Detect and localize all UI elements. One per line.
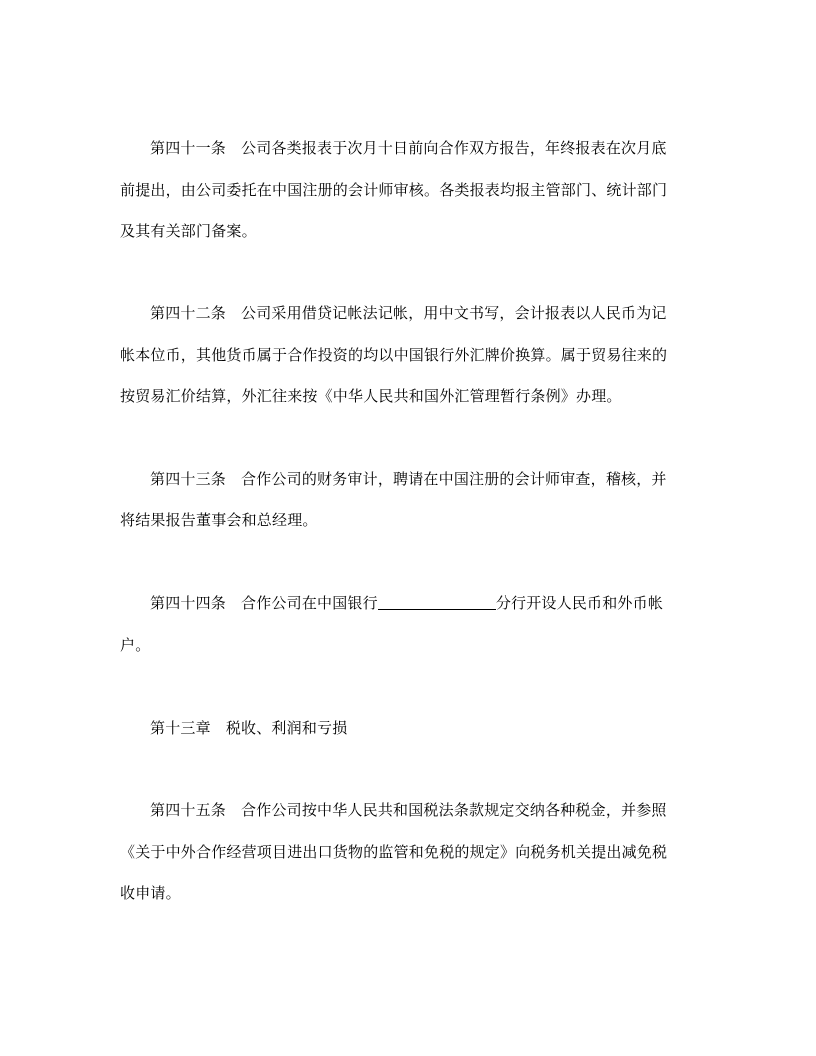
- article-44-text-after: 分行开设人民币和外币帐: [495, 594, 664, 612]
- article-41-line-3: 及其有关部门备案。: [120, 222, 257, 240]
- article-44-line-1: [150, 593, 700, 613]
- article-41-number: 第四十一条: [150, 139, 227, 157]
- article-44-line-2: 户。: [120, 636, 151, 654]
- article-41-text-1: 公司各类报表于次月十日前向合作双方报告，年终报表在次月底: [241, 139, 667, 157]
- chapter-title: 税收、利润和亏损: [225, 719, 348, 737]
- article-45-text-1: 合作公司按中华人民共和国税法条款规定交纳各种税金，并参照: [241, 801, 667, 819]
- article-42-number: 第四十二条: [150, 304, 227, 322]
- article-42-line-3: 按贸易汇价结算，外汇往来按《中华人民共和国外汇管理暂行条例》办理。: [120, 387, 622, 405]
- article-44-text-before: 合作公司在中国银行: [241, 594, 378, 612]
- chapter-number: 第十三章: [150, 719, 211, 737]
- article-45-line-2: 《关于中外合作经营项目进出口货物的监管和免税的规定》向税务机关提出减免税: [120, 843, 668, 861]
- article-45-number: 第四十五条: [150, 801, 227, 819]
- article-45-line-1: [150, 800, 700, 820]
- article-44-number: 第四十四条: [150, 594, 227, 612]
- chapter-13-heading: [150, 718, 700, 738]
- article-42-text-1: 公司采用借贷记帐法记帐，用中文书写，会计报表以人民币为记: [241, 304, 667, 322]
- bank-branch-blank: [378, 594, 496, 610]
- article-41-line-1: [150, 138, 700, 158]
- article-45-line-3: 收申请。: [120, 884, 181, 902]
- article-42-line-2: 帐本位币，其他货币属于合作投资的均以中国银行外汇牌价换算。属于贸易往来的: [120, 346, 668, 364]
- article-41-line-2: 前提出，由公司委托在中国注册的会计师审核。各类报表均报主管部门、统计部门: [120, 181, 668, 199]
- article-43-line-2: 将结果报告董事会和总经理。: [120, 511, 318, 529]
- article-43-text-1: 合作公司的财务审计，聘请在中国注册的会计师审查，稽核，并: [241, 470, 667, 488]
- article-43-number: 第四十三条: [150, 470, 227, 488]
- article-43-line-1: [150, 469, 700, 489]
- article-42-line-1: [150, 303, 700, 323]
